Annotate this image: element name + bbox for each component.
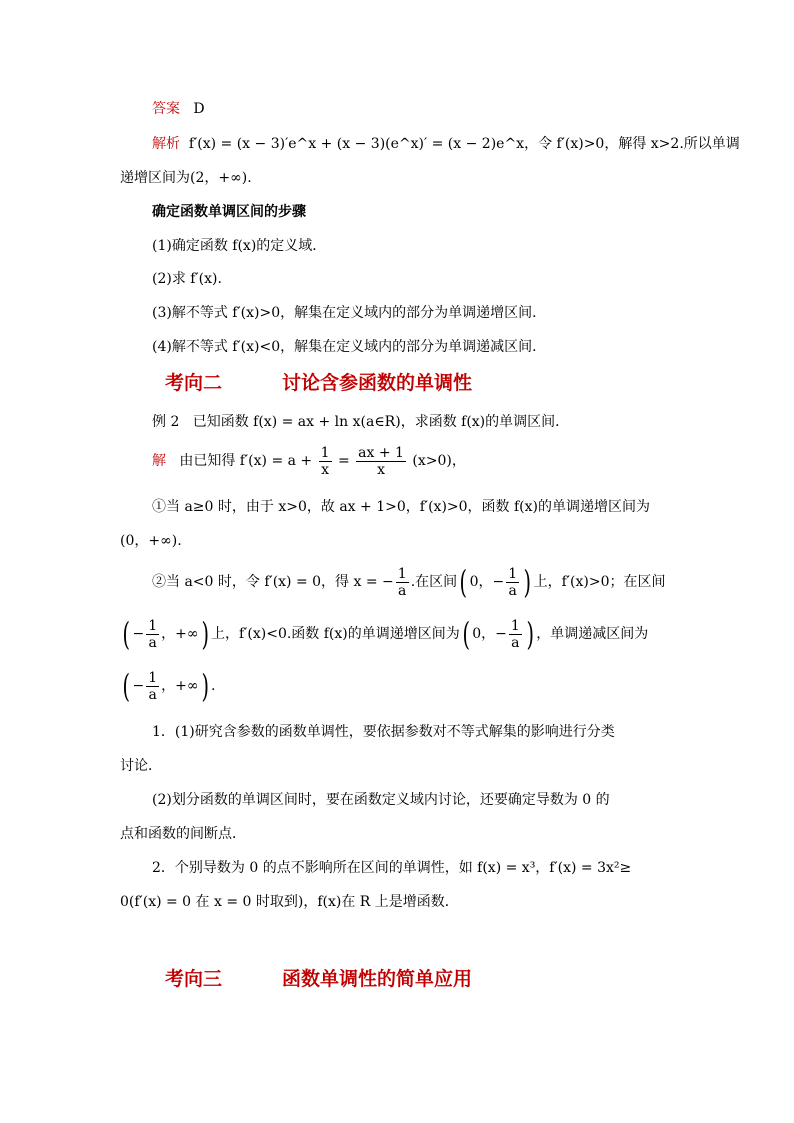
note-3-line-2: 0(f′(x) = 0 在 x = 0 时取到)，f(x)在 R 上是增函数．: [120, 894, 459, 910]
frac-num: ax + 1: [358, 444, 404, 461]
frac-den: a: [148, 686, 157, 703]
solution-intro-text: 由已知得 f′(x) = a +: [179, 453, 313, 469]
answer-label: 答案: [152, 101, 180, 117]
case2-text-j: −: [132, 678, 145, 694]
section3-number: 考向三: [165, 968, 223, 990]
case2-text-a: ②当 a<0 时，令 f′(x) = 0，得 x = −: [152, 574, 394, 590]
analysis-line-1: [152, 133, 740, 155]
case2-line-3: [120, 666, 680, 706]
case2-text-e: −: [132, 626, 145, 642]
analysis-label: 解析: [152, 136, 180, 152]
analysis-line-2: 递增区间为(2，+∞).: [120, 170, 252, 186]
frac-den: a: [398, 582, 407, 599]
frac-den: x: [377, 461, 386, 478]
left-paren: (: [462, 615, 470, 653]
section3-title: 函数单调性的简单应用: [282, 968, 473, 990]
steps-title: 确定函数单调区间的步骤: [152, 204, 306, 220]
analysis-text-1: f′(x) = (x − 3)′e^x + (x − 3)(e^x)′ = (x − 2)e^x，令 f′(x)>0，解得 x>2.所以单调: [188, 136, 740, 152]
equals-sign: =: [337, 453, 350, 469]
solution-label: 解: [152, 453, 166, 469]
case2-line-1: [152, 562, 712, 602]
case2-text-g: 上，f′(x)<0.函数 f(x)的单调递增区间为: [211, 626, 460, 642]
case2-text-k: ，+∞: [161, 678, 199, 694]
case2-text-b: .在区间: [410, 574, 458, 590]
step-item-1: (1)确定函数 f(x)的定义域．: [152, 238, 327, 254]
fraction-one-over-a: [509, 618, 522, 651]
answer-line: [152, 98, 712, 120]
frac-den: a: [148, 634, 157, 651]
left-paren: (: [122, 667, 130, 705]
case2-text-d: 上，f′(x)>0；在区间: [533, 574, 666, 590]
right-paren: ): [201, 615, 209, 653]
fraction-one-over-a: [146, 670, 159, 703]
frac-num: 1: [510, 617, 520, 634]
fraction-one-over-x: [319, 445, 332, 478]
frac-num: 1: [148, 617, 158, 634]
frac-num: 1: [148, 669, 158, 686]
example2-label: 例 2: [152, 414, 180, 430]
note-1-line-2: 讨论．: [120, 758, 162, 774]
section2-title: 讨论含参函数的单调性: [282, 372, 473, 394]
fraction-ax-plus-1-over-x: [356, 445, 406, 478]
right-paren: ): [201, 667, 209, 705]
step-item-3: (3)解不等式 f′(x)>0，解集在定义域内的部分为单调递增区间．: [152, 305, 547, 321]
case2-text-i: ，单调递减区间为: [536, 626, 649, 642]
domain-condition: (x>0)，: [412, 453, 466, 469]
note-2-line-2: 点和函数的间断点．: [120, 826, 246, 842]
frac-den: a: [511, 634, 520, 651]
right-paren: ): [523, 563, 532, 601]
frac-den: x: [321, 461, 330, 478]
case1-line-1: ①当 a≥0 时，由于 x>0，故 ax + 1>0，f′(x)>0，函数 f(x)的单调递增区间为: [152, 499, 651, 515]
frac-num: 1: [397, 565, 407, 582]
case2-text-c: 0，−: [469, 574, 505, 590]
right-paren: ): [526, 615, 534, 653]
case2-text-f: ，+∞: [161, 626, 199, 642]
solution-intro: [152, 442, 712, 480]
frac-den: a: [508, 582, 517, 599]
left-paren: (: [122, 615, 130, 653]
step-item-4: (4)解不等式 f′(x)<0，解集在定义域内的部分为单调递减区间．: [152, 339, 547, 355]
frac-num: 1: [508, 565, 518, 582]
case1-line-2: (0，+∞).: [120, 533, 182, 549]
example2-text: 已知函数 f(x) = ax + ln x(a∈R)，求函数 f(x)的单调区间．: [192, 414, 570, 430]
step-item-2: (2)求 f′(x).: [152, 271, 222, 287]
fraction-one-over-a: [146, 618, 159, 651]
note-2-line-1: (2)划分函数的单调区间时，要在函数定义域内讨论，还要确定导数为 0 的: [152, 792, 610, 808]
frac-num: 1: [320, 444, 330, 461]
note-1-line-1: 1．(1)研究含参数的函数单调性，要依据参数对不等式解集的影响进行分类: [152, 724, 615, 740]
answer-value: D: [193, 101, 205, 117]
fraction-one-over-a: [396, 566, 409, 599]
section2-number: 考向二: [165, 372, 223, 394]
case2-end: .: [211, 678, 216, 694]
example2-line: [152, 411, 712, 433]
left-paren: (: [459, 563, 468, 601]
case2-text-h: 0，−: [472, 626, 507, 642]
fraction-one-over-a: [506, 566, 519, 599]
case2-line-2: [120, 614, 680, 654]
note-3-line-1: 2．个别导数为 0 的点不影响所在区间的单调性，如 f(x) = x³，f′(x) = 3x²≥: [152, 860, 632, 876]
